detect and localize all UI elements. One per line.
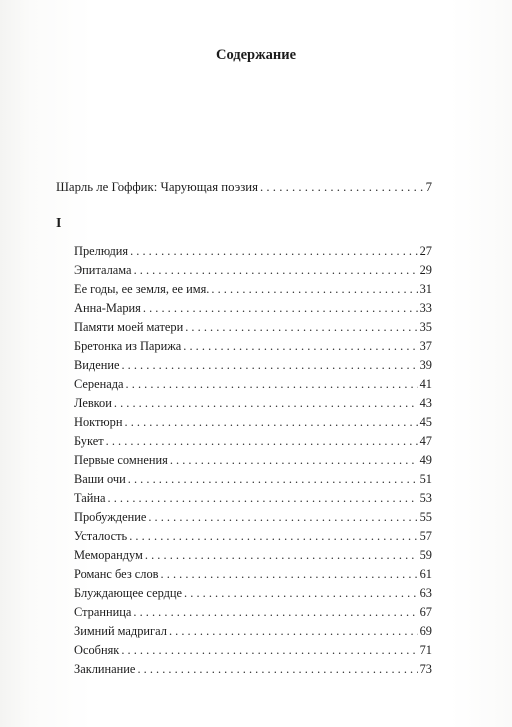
toc-entry-label: Ее годы, ее земля, ее имя. [74, 282, 210, 296]
toc-entry-page: 49 [419, 453, 432, 467]
toc-entry-page: 45 [419, 415, 432, 429]
toc-entry[interactable] [74, 281, 432, 297]
toc-entry-label: Меморандум [74, 548, 143, 562]
toc-entry-page: 63 [419, 586, 432, 600]
toc-entry-label: Особняк [74, 643, 120, 657]
toc-leader-dots [185, 319, 417, 335]
toc-entry-page: 55 [419, 510, 432, 524]
toc-entry-label: Блуждающее сердце [74, 586, 183, 600]
toc-entry[interactable] [74, 547, 432, 563]
toc-leader-dots [143, 300, 418, 316]
toc-entry-label: Зимний мадригал [74, 624, 167, 638]
toc-entry-label: Анна-Мария [74, 301, 141, 315]
toc-leader-dots [129, 528, 417, 544]
toc-entry[interactable] [74, 471, 432, 487]
toc-entry-page: 73 [419, 662, 432, 676]
toc-entry[interactable] [74, 528, 432, 544]
toc-leader-dots [184, 585, 418, 601]
toc-entry-page: 71 [419, 643, 432, 657]
toc-entry-page: 35 [419, 320, 432, 334]
toc-intro-entry[interactable] [56, 179, 432, 195]
toc-entry-page: 47 [419, 434, 432, 448]
toc-entry-page: 57 [419, 529, 432, 543]
toc-entry-label: Бретонка из Парижа [74, 339, 182, 353]
toc-entry-label: Усталость [74, 529, 128, 543]
toc-entry[interactable] [74, 433, 432, 449]
toc-entry-page: 51 [419, 472, 432, 486]
toc-entry-page: 39 [419, 358, 432, 372]
toc-leader-dots [133, 604, 417, 620]
toc-entry[interactable] [74, 357, 432, 373]
toc-entry-label: Ноктюрн [74, 415, 123, 429]
toc-entry[interactable] [74, 604, 432, 620]
toc-entry-label: Шарль ле Гоффик: Чарующая поэзия [56, 180, 258, 194]
toc-entry[interactable] [74, 395, 432, 411]
toc-entry-label: Ваши очи [74, 472, 126, 486]
toc-leader-dots [145, 547, 418, 563]
toc-leader-dots [211, 281, 417, 297]
toc-entry[interactable] [74, 661, 432, 677]
toc-entry-label: Заклинание [74, 662, 136, 676]
toc-entry[interactable] [74, 300, 432, 316]
toc-leader-dots [121, 357, 417, 373]
toc-entry-label: Пробуждение [74, 510, 147, 524]
toc-leader-dots [114, 395, 418, 411]
toc-leader-dots [161, 566, 418, 582]
toc-leader-dots [125, 414, 418, 430]
toc-leader-dots [148, 509, 417, 525]
toc-entry[interactable] [74, 262, 432, 278]
toc-leader-dots [130, 243, 418, 259]
toc-entry-label: Романс без слов [74, 567, 159, 581]
toc-leader-dots [106, 433, 418, 449]
toc-entry-label: Эпиталама [74, 263, 132, 277]
toc-leader-dots [108, 490, 418, 506]
toc-leader-dots [137, 661, 417, 677]
toc-entry-label: Странница [74, 605, 132, 619]
toc-leader-dots [121, 642, 417, 658]
page-title: Содержание [215, 47, 297, 63]
toc-leader-dots [170, 452, 418, 468]
toc-entry-label: Первые сомнения [74, 453, 168, 467]
toc-entry-page: 7 [425, 180, 432, 194]
toc-entry[interactable] [74, 490, 432, 506]
toc-leader-dots [169, 623, 418, 639]
toc-entry-page: 59 [419, 548, 432, 562]
toc-entry-label: Тайна [74, 491, 106, 505]
toc-entry[interactable] [74, 452, 432, 468]
toc-entry-page: 29 [419, 263, 432, 277]
toc-entry-page: 53 [419, 491, 432, 505]
toc-entry[interactable] [74, 319, 432, 335]
toc-entry-label: Серенада [74, 377, 124, 391]
toc-leader-dots [183, 338, 417, 354]
toc-entry[interactable] [74, 414, 432, 430]
toc-entry[interactable] [74, 338, 432, 354]
toc-entry[interactable] [74, 509, 432, 525]
toc-entry[interactable] [74, 376, 432, 392]
toc-leader-dots [126, 376, 418, 392]
toc-entry[interactable] [74, 566, 432, 582]
toc-entry-label: Видение [74, 358, 120, 372]
section-heading: I [56, 216, 62, 231]
toc-entry-label: Прелюдия [74, 244, 129, 258]
toc-entry-label: Левкои [74, 396, 112, 410]
toc-entry[interactable] [74, 585, 432, 601]
toc-entry-label: Букет [74, 434, 104, 448]
toc-entry[interactable] [74, 642, 432, 658]
toc-entry-page: 69 [419, 624, 432, 638]
toc-leader-dots [134, 262, 418, 278]
toc-entry-page: 61 [419, 567, 432, 581]
toc-entry-page: 27 [419, 244, 432, 258]
toc-entry-page: 37 [419, 339, 432, 353]
toc-entry-page: 31 [419, 282, 432, 296]
toc-leader-dots [128, 471, 418, 487]
toc-entry-page: 67 [419, 605, 432, 619]
toc-entry-label: Памяти моей матери [74, 320, 184, 334]
toc-leader-dots [260, 179, 424, 195]
toc-entry-page: 41 [419, 377, 432, 391]
toc-entry[interactable] [74, 623, 432, 639]
toc-entry[interactable] [74, 243, 432, 259]
toc-entry-page: 43 [419, 396, 432, 410]
toc-entry-page: 33 [419, 301, 432, 315]
